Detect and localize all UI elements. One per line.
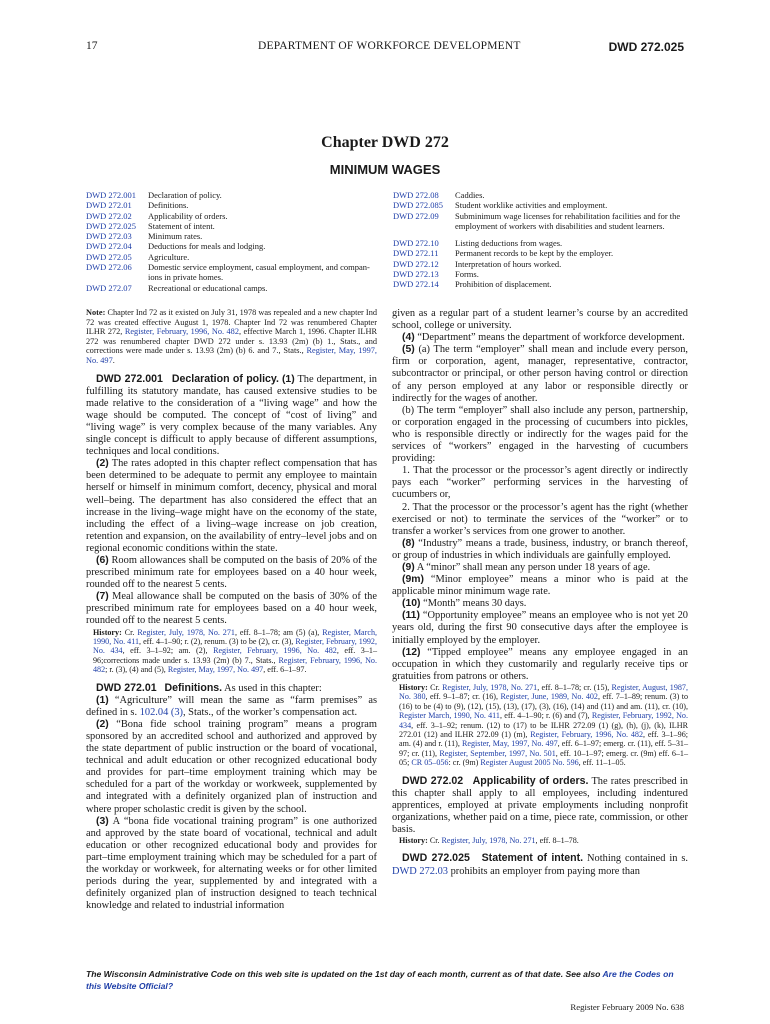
register-link[interactable]: Register, September, 1997, No. 501 xyxy=(439,748,556,758)
toc-section-title: Interpretation of hours worked. xyxy=(455,258,562,269)
history-note: History: Cr. Register, July, 1978, No. 271, eff. 8–1–78; am (5) (a), Register, March, 1990, No. 411, eff. 4–1–90; r. (2), renum. (3) to be (2), cr. (3), Register, February, 1992, No. 434, eff. 3–1–92; am. (2), Register, February, 1996, No. 482, eff. 3–1–96;corrections made under s. 13.93 (2m) (b) 7., Stats., Register, February, 1996, No. 482; r. (3), (4) and (5), Register, May, 1997, No. 497, eff. 6–1–97. xyxy=(93,627,378,675)
toc-section-number[interactable]: DWD 272.04 xyxy=(86,241,132,252)
rule-link[interactable]: CR 05–056 xyxy=(411,758,449,768)
toc-section-number[interactable]: DWD 272.01 xyxy=(86,200,132,211)
register-link[interactable]: Register, February, 1996, No. 482 xyxy=(213,646,337,656)
toc-section-title: Minimum rates. xyxy=(148,231,203,242)
toc-section-number[interactable]: DWD 272.085 xyxy=(393,200,444,211)
register-link[interactable]: Register, February, 1996, No. 482 xyxy=(530,729,644,739)
running-header xyxy=(86,40,684,56)
toc-section-number[interactable]: DWD 272.14 xyxy=(393,279,439,290)
section-272-02: DWD 272.02 Applicability of orders. The rates prescribed in this chapter shall apply to all employees, including indentured apprentices, employed at private employments including nonprofit organizations, whether paid on a time, piece rate, commission, or other basis. xyxy=(392,774,688,835)
paragraph: given as a regular part of a student learner’s course by an accredited school, college or university. xyxy=(392,308,688,332)
register-link[interactable]: Register, February, 1996, No. 482 xyxy=(124,327,239,337)
paragraph: (3) A “bona fide vocational training program” is one authorized and approved by the state board of vocational, technical and adult education or other recognized educational body and provides for part–time employment training which may be scheduled for a part of the workday or workweek, for alternating weeks or for other limited periods during the year, supplemented by and integrated with a definitely organized plan of instruction designed to teach technical knowledge and related to industrial information xyxy=(86,815,377,912)
toc-section-number[interactable]: DWD 272.05 xyxy=(86,251,132,262)
toc-section-number[interactable]: DWD 272.001 xyxy=(86,190,137,200)
register-link[interactable]: Register, February, 1992, No. 434 xyxy=(93,636,378,656)
department-name: DEPARTMENT OF WORKFORCE DEVELOPMENT xyxy=(258,40,521,52)
chapter-title: Chapter DWD 272 xyxy=(321,134,449,151)
toc-section-title: Statement of intent. xyxy=(148,220,215,231)
register-link[interactable]: Register March, 1990, No. 411 xyxy=(399,711,500,721)
paragraph: (8) “Industry” means a trade, business, industry, or branch thereof, or group of industries in which individuals are gainfully employed. xyxy=(392,537,688,561)
toc-entry[interactable] xyxy=(393,238,688,248)
toc-section-number[interactable]: DWD 272.11 xyxy=(393,248,439,259)
toc-entry[interactable] xyxy=(393,269,688,279)
toc-section-title: Agriculture. xyxy=(148,251,190,262)
register-footer: Register February 2009 No. 638 xyxy=(570,1002,684,1012)
toc-entry[interactable] xyxy=(393,211,688,232)
paragraph: (12) “Tipped employee” means any employee engaged in an occupation in which they customarily and regularly receive tips or gratuities from patrons or others. xyxy=(392,646,688,682)
register-link[interactable]: Register, February, 1996, No. 482 xyxy=(93,655,377,675)
section-272-001: DWD 272.001 Declaration of policy. (1) The department, in fulfilling its statutory mandate, has caused extensive studies to be made relative to the consideration of a “living wage” and how the wage should be computed. The concept of “cost of living” and “living wage” is very complex because of the many variables. Any single concept is difficult to apply because of different assumptions, techniques and local conditions. xyxy=(86,372,377,458)
footer-notice: The Wisconsin Administrative Code on this web site is updated on the 1st day of each month, current as of that date. See also Are the Codes on this Website Official? xyxy=(86,969,674,991)
paragraph: (7) Meal allowance shall be computed on the basis of 30% of the prescribed minimum rate for employees based on a 40 hour week, rounded off to the nearest 5 cents. xyxy=(86,591,377,627)
toc-section-number[interactable]: DWD 272.03 xyxy=(86,231,132,242)
toc-section-title: Student worklike activities and employment. xyxy=(455,200,608,211)
toc-section-number[interactable]: DWD 272.07 xyxy=(86,282,132,293)
codes-official-link[interactable]: Are the Codes on this Website Official? xyxy=(86,969,674,991)
register-link[interactable]: Register, July, 1978, No. 271 xyxy=(441,836,536,846)
section-link[interactable]: DWD 272.03 xyxy=(392,865,448,877)
toc-entry[interactable] xyxy=(393,190,688,200)
toc-section-number[interactable]: DWD 272.13 xyxy=(393,269,439,280)
toc-section-title: Applicability of orders. xyxy=(148,210,228,221)
left-column xyxy=(86,308,377,912)
register-link[interactable]: Register, August, 1987, No. 380 xyxy=(399,682,688,702)
toc-entry[interactable] xyxy=(86,241,376,251)
paragraph: (5) (a) The term “employer” shall mean and include every person, firm or corporation, agent, manager, representative, contractor, subcontractor or principal, or other person having control or direction of any person employed at any labor or responsible directly or indirectly for the wages of another. xyxy=(392,344,689,404)
toc-section-title: Forms. xyxy=(455,269,479,280)
paragraph: 1. That the processor or the processor’s agent directly or indirectly pays each “worker” performing services in the harvesting of cucumbers or, xyxy=(392,465,688,501)
header-section-code: DWD 272.025 xyxy=(608,40,684,54)
toc-entry[interactable] xyxy=(393,248,688,258)
toc-section-title: Definitions. xyxy=(148,200,189,211)
toc-entry[interactable] xyxy=(86,200,376,210)
toc-left xyxy=(86,190,376,293)
toc-section-title: Prohibition of displacement. xyxy=(455,279,552,290)
toc-section-title: Recreational or educational camps. xyxy=(148,282,268,293)
register-link[interactable]: Register, February, 1992, No. 434 xyxy=(399,711,689,730)
chapter-note: Note: Chapter Ind 72 as it existed on July 31, 1978 was repealed and a new chapter Ind 72 was created effective August 1, 1978. Chapter Ind 72 was renumbered Chapter ILHR 272, Register, February, 1996, No. 482, effective March 1, 1996. Chapter ILHR 272 was renumbered chapter DWD 272 under s. 13.93 (2m) (b) 1., Stats., and corrections were made under s. 13.93 (2m) (b) 6. and 7., Stats., Register, May, 1997, No. 497. xyxy=(86,308,377,365)
register-link[interactable]: Register, May, 1997, No. 497 xyxy=(86,346,377,365)
statute-link[interactable]: 102.04 (3) xyxy=(139,706,183,718)
history-note: History: Cr. Register, July, 1978, No. 271, eff. 8–1–78; cr. (15), Register, August, 1987, No. 380, eff. 9–1–87; cr. (16), Register, June, 1989, No. 402, eff. 7–1–89; renum. (3) to (16) to be (4) to (9), (12), (15), (13), (17), (3), (16), (14) and (11) and am. (11), cr. (10), Register March, 1990, No. 411, eff. 4–1–90; r. (6) and (7), Register, February, 1992, No. 434, eff. 3–1–92; renum. (12) to (17) to be ILHR 272.09 (1) (g), (h), (j), (k), ILHR 272.01 (12) and ILHR 272.09 (1) (m), Register, February, 1996, No. 482, eff. 3–1–96; am. (4) and r. (11), Register, May, 1997, No. 497, eff. 6–1–97; emerg. cr. (11), eff. 5–31–97; cr. (11), Register, September, 1997, No. 501, eff. 10–1–97; emerg. cr. (9m) eff. 6–1–05; CR 05–056: cr. (9m) Register August 2005 No. 596, eff. 11–1–05. xyxy=(399,682,689,768)
paragraph: (1) “Agriculture” will mean the same as “farm premises” as defined in s. 102.04 (3), Stats., of the worker’s compensation act. xyxy=(86,694,377,718)
paragraph: (2) The rates adopted in this chapter reflect compensation that has been determined to be adequate to permit any employee to maintain herself or himself in minimum comfort, decency, physical and moral well–being. The department has also considered the effect that an increase in the living–wage might have on the economy of the state, including the effect of a living–wage increase on job creation, retention and expansion, on the availability of entry–level jobs and on regional economic conditions within the state. xyxy=(86,458,377,554)
register-link[interactable]: Register, May, 1997, No. 497 xyxy=(167,665,264,675)
toc-entry[interactable] xyxy=(86,190,376,200)
toc-section-title: Deductions for meals and lodging. xyxy=(148,241,266,252)
paragraph: (10) “Month” means 30 days. xyxy=(402,598,527,610)
toc-section-title: Declaration of policy. xyxy=(148,190,222,200)
paragraph: (b) The term “employer” shall also include any person, partnership, or corporation engaged in the processing of cucumbers into pickles, who is responsible directly or indirectly for the wages paid for the services of “workers” engaged in the harvesting of cucumbers providing: xyxy=(392,404,688,465)
history-note: History: Cr. Register, July, 1978, No. 271, eff. 8–1–78. xyxy=(399,836,579,846)
paragraph: 2. That the processor or the processor’s agent has the right (whether exercised or not) to terminate the services of the “worker” or to transfer a worker’s services from one grower to another. xyxy=(392,501,688,537)
toc-entry[interactable] xyxy=(86,231,376,241)
paragraph: (9) A “minor” shall mean any person under 18 years of age. xyxy=(402,561,651,573)
toc-section-number[interactable]: DWD 272.12 xyxy=(393,258,439,269)
paragraph: (2) “Bona fide school training program” means a program sponsored by an accredited school and authorized and approved by the state department of public instruction or the board of vocational, technical and adult education or other recognized educational body and provides for part–time employment training which may be scheduled for a part of the workday or workweek, supplemented by and integrated with a definitely organized plan of instruction and where proper scholastic credit is given by the school. xyxy=(86,718,377,815)
register-link[interactable]: Register August 2005 No. 596 xyxy=(480,758,579,768)
toc-section-number[interactable]: DWD 272.02 xyxy=(86,210,132,221)
toc-section-title: Permanent records to be kept by the employer. xyxy=(455,248,614,259)
toc-section-title: Listing deductions from wages. xyxy=(455,238,563,249)
toc-section-number[interactable]: DWD 272.025 xyxy=(86,220,137,231)
register-link[interactable]: Register, June, 1989, No. 402 xyxy=(500,692,598,702)
toc-section-number[interactable]: DWD 272.08 xyxy=(393,190,439,200)
toc-entry[interactable] xyxy=(86,211,376,221)
register-link[interactable]: Register, March, 1990, No. 411 xyxy=(93,627,378,646)
paragraph: (11) “Opportunity employee” means an employee who is not yet 20 years old, during the first 90 consecutive days after the employee is initially employed by the employer. xyxy=(392,610,688,646)
paragraph: (4) “Department” means the department of workforce development. xyxy=(402,332,685,344)
toc-section-number[interactable]: DWD 272.06 xyxy=(86,262,132,273)
toc-section-number[interactable]: DWD 272.10 xyxy=(393,238,439,249)
toc-section-title: Subminimum wage licenses for rehabilitation facilities and for the employment of workers with disabilities and student learners. xyxy=(455,210,681,231)
toc-section-title: Domestic service employment, casual employment, and compan- ions in private homes. xyxy=(148,262,370,283)
toc-section-title: Caddies. xyxy=(455,190,485,200)
toc-entry[interactable] xyxy=(86,283,376,293)
section-272-025: DWD 272.025 Statement of intent. Nothing contained in s. DWD 272.03 prohibits an employer from paying more than xyxy=(392,852,688,877)
toc-right xyxy=(393,190,688,290)
page-number: 17 xyxy=(86,40,98,52)
toc-entry[interactable] xyxy=(86,262,376,283)
register-link[interactable]: Register, July, 1978, No. 271 xyxy=(137,627,235,637)
toc-entry[interactable] xyxy=(393,279,688,289)
toc-entry[interactable] xyxy=(86,221,376,231)
paragraph: (6) Room allowances shall be computed on the basis of 20% of the prescribed minimum rate for employees based on a 40 hour week, rounded off to the nearest 5 cents. xyxy=(86,554,377,591)
toc-section-number[interactable]: DWD 272.09 xyxy=(393,210,439,221)
section-272-01: DWD 272.01 Definitions. As used in this chapter: xyxy=(96,681,322,694)
toc-entry[interactable] xyxy=(393,200,688,210)
toc-entry[interactable] xyxy=(86,252,376,262)
paragraph: (9m) “Minor employee” means a minor who is paid at the applicable minor minimum wage rate. xyxy=(392,574,688,598)
toc-entry[interactable] xyxy=(393,259,688,269)
register-link[interactable]: Register, July, 1978, No. 271 xyxy=(442,682,538,692)
right-column xyxy=(392,308,688,878)
chapter-subtitle: MINIMUM WAGES xyxy=(329,162,441,177)
register-link[interactable]: Register, May, 1997, No. 497 xyxy=(462,739,558,749)
